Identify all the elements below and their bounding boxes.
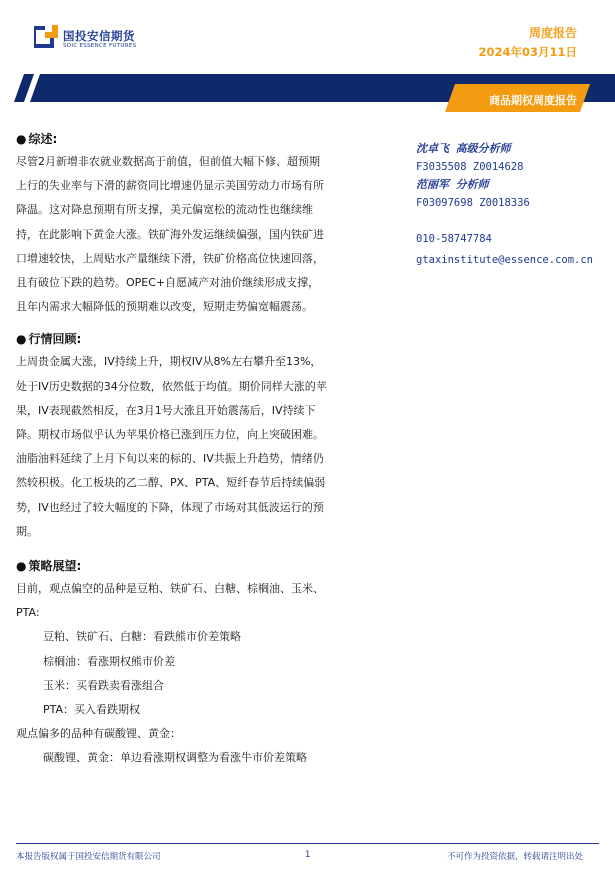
analyst-2-name: 范丽军 分析师 <box>416 178 489 191</box>
analyst-2-codes: F03097698 Z0018336 <box>416 197 530 209</box>
strategy-item: 玉米：买看跌卖看涨组合 <box>43 678 164 692</box>
company-name-en: SDIC ESSENCE FUTURES <box>63 43 137 49</box>
summary-paragraph: 尽管2月新增非农就业数据高于前值，但前值大幅下修、超预期 上行的失业率与下滑的薪资同比增速仍显示美国劳动力市场有所 降温。这对降息预期有所支撑，美元偏宽松的流动性也继续维 持，在此影响下黄金大涨。铁矿海外发运继续偏强，国内铁矿进 口增速较快，上周贴水产量继续下滑，铁矿价格高位快速回落， 且有破位下跌的趋势。OPEC+自愿减产对油价继续形成支撑， 且年内需求大幅降低的预期难以改变，短期走势偏宽幅震荡。 <box>16 155 324 314</box>
contact-phone: 010-58747784 <box>416 233 492 245</box>
bearish-intro-cont: PTA: <box>16 606 40 620</box>
strategy-item: 棕榈油：看涨期权熊市价差 <box>43 654 175 668</box>
report-date: 2024年03月11日 <box>478 45 577 59</box>
bullish-intro: 观点偏多的品种有碳酸锂、黄金： <box>16 727 181 741</box>
review-paragraph: 上周贵金属大涨，IV持续上升，期权IV从8%左右攀升至13%， 处于IV历史数据的34分位数，依然低于均值。期价同样大涨的苹 果，IV表现截然相反，在3月1号大涨且开始震荡后，IV持续下 降。期权市场似乎认为苹果价格已涨到压力位，向上突破困难。 油脂油料延续了上月下旬以来的标的、IV共振上升趋势，情绪仍 然较积极。化工板块的乙二醇、PX、PTA、短纤春节后持续偏弱 势，IV也经过了较大幅度的下降，体现了市场对其低波运行的预 期。 <box>16 355 327 538</box>
footer-divider <box>16 843 599 844</box>
analyst-sidebar <box>416 140 593 271</box>
page-number: 1 <box>305 850 311 860</box>
footer-copyright: 本报告版权属于国投安信期货有限公司 <box>16 852 161 862</box>
header-banner <box>0 62 615 118</box>
strategy-item: PTA：买入看跌期权 <box>43 703 141 717</box>
analyst-1-name: 沈卓飞 高级分析师 <box>416 142 511 155</box>
analyst-1-codes: F3035508 Z0014628 <box>416 161 524 173</box>
company-logo-icon <box>34 25 58 49</box>
report-type: 周度报告 <box>528 26 577 40</box>
contact-email[interactable]: gtaxinstitute@essence.com.cn <box>416 254 594 266</box>
company-name-cn: 国投安信期货 <box>63 29 135 43</box>
main-content <box>16 128 356 771</box>
bearish-intro: 目前，观点偏空的品种是豆粕、铁矿石、白糖、棕榈油、玉米、 <box>16 582 324 596</box>
section-title-strategy: ● 策略展望: <box>16 559 82 574</box>
section-title-review: ● 行情回顾: <box>16 332 82 347</box>
banner-title: 商品期权周度报告 <box>489 94 577 107</box>
section-title-summary: ● 综述: <box>16 132 58 146</box>
strategy-item: 碳酸锂、黄金：单边看涨期权调整为看涨牛市价差策略 <box>43 751 307 765</box>
footer-disclaimer: 不可作为投资依据，转载请注明出处 <box>446 852 583 862</box>
strategy-item: 豆粕、铁矿石、白糖：看跌熊市价差策略 <box>43 630 241 644</box>
